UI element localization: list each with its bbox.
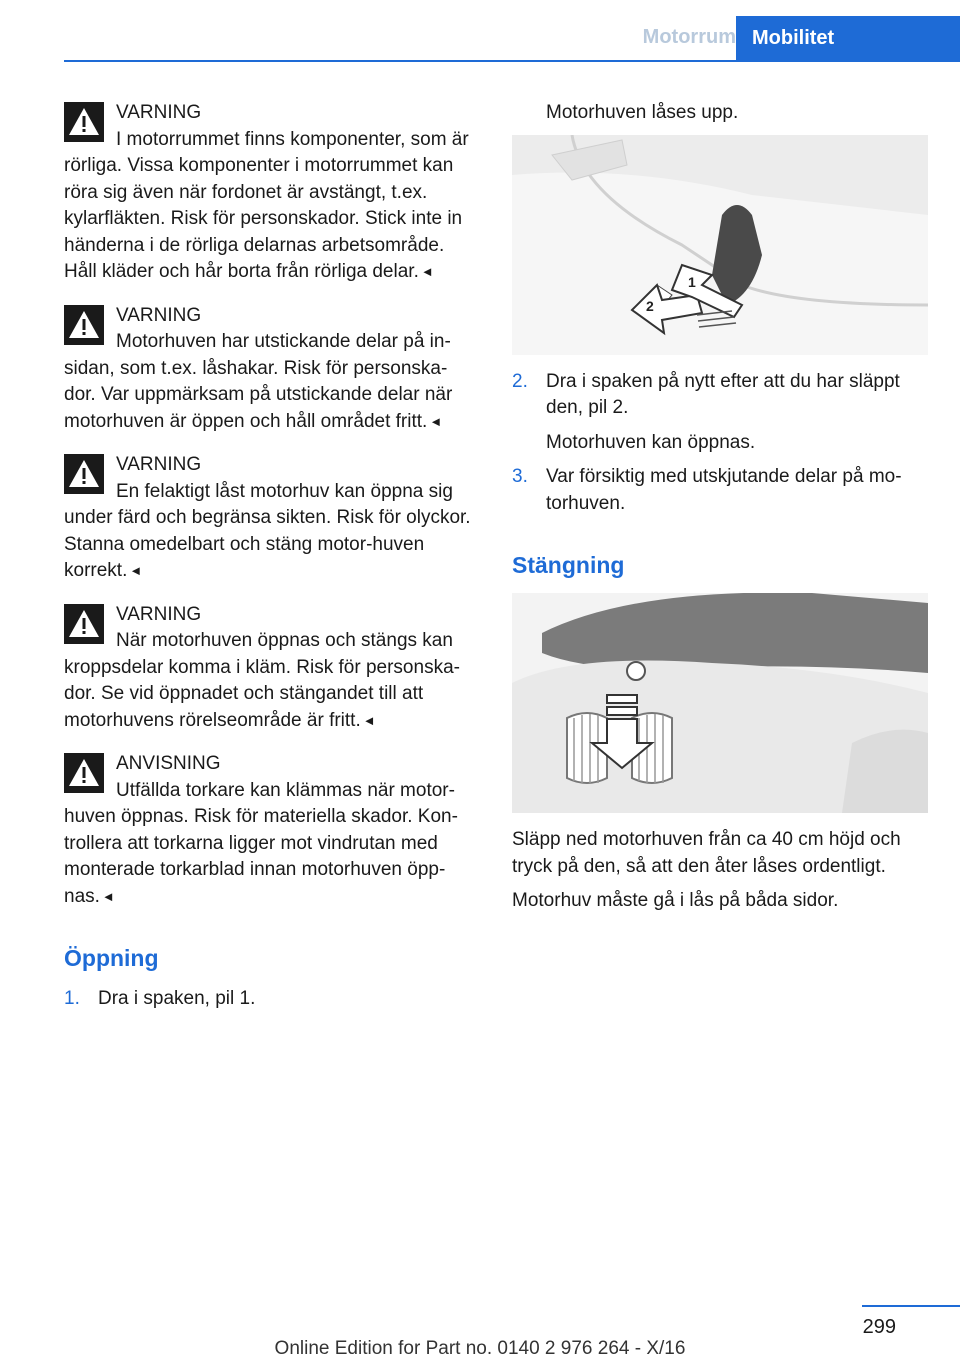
arrow-label-2: 2 (646, 297, 654, 314)
notice-text: Utfällda torkare kan klämmas när motor‐huven öppnas. Risk för materiella skador. Kon‐trollera att torkarna ligger mot vindrutan med monterade torkarblad innan motorhuven öpp‐nas. (64, 779, 458, 907)
warning-text: Motorhuven har utstickande delar på in‐sidan, som t.ex. låshakar. Risk för personska‐dor. Var uppmärksam på utstickande delar när motorhuven är öppen och håll området fritt. (64, 331, 453, 432)
step-item (512, 464, 928, 517)
page-header (64, 0, 960, 62)
header-rule (64, 60, 960, 62)
warning-block (64, 303, 478, 436)
opening-steps-continued (512, 369, 928, 422)
notice-block (64, 751, 478, 910)
end-mark: ◄ (101, 888, 115, 904)
warning-title: VARNING (116, 603, 202, 625)
end-mark: ◄ (420, 264, 434, 279)
right-column (512, 100, 928, 923)
step-number: 1. (64, 988, 80, 1009)
step-result: Motorhuven låses upp. (546, 102, 739, 123)
arrow-label-1: 1 (688, 273, 696, 290)
step-text: Dra i spaken på nytt efter att du har släppt den, pil 2. (546, 370, 900, 418)
warning-triangle-icon (64, 305, 104, 345)
footer-edition: Online Edition for Part no. 0140 2 976 264 - X/16 (274, 1338, 686, 1359)
warning-triangle-icon (64, 753, 104, 793)
warning-text: När motorhuven öppnas och stängs kan kroppsdelar komma i kläm. Risk för personska‐dor. Se vid öppnadet och stängandet till att motorhuvens rörelseområde är fritt. (64, 630, 460, 731)
end-mark: ◄ (429, 413, 443, 429)
warning-block (64, 602, 478, 735)
step-number: 2. (512, 370, 528, 392)
step-text: Dra i spaken, pil 1. (98, 988, 256, 1009)
warning-title: VARNING (116, 454, 202, 475)
closing-paragraph: Motorhuv måste gå i lås på båda sidor. (512, 890, 839, 911)
chapter-tab[interactable]: Mobilitet (736, 16, 960, 60)
warning-triangle-icon (64, 102, 104, 142)
footer-rule (862, 1305, 960, 1307)
page-number: 299 (862, 1316, 896, 1338)
end-mark: ◄ (362, 712, 376, 728)
warning-triangle-icon (64, 604, 104, 644)
step-number: 3. (512, 466, 528, 487)
warning-title: VARNING (116, 102, 202, 123)
closing-paragraph: Släpp ned motorhuven från ca 40 cm höjd och tryck på den, så att den åter låses ordentligt. (512, 829, 901, 877)
step-text: Var försiktig med utskjutande delar på mo‐torhuven. (546, 466, 902, 514)
step-result: Motorhuven kan öppnas. (546, 431, 756, 453)
hood-release-lever-figure (512, 135, 928, 355)
opening-steps (64, 986, 478, 1013)
step-item (512, 369, 928, 422)
section-tab[interactable]: Motorrum (642, 26, 736, 48)
left-column (64, 100, 478, 1021)
opening-steps-final (512, 464, 928, 517)
warning-text: I motorrummet finns komponenter, som är rörliga. Vissa komponenter i motorrummet kan röra sig även när fordonet är avstängt, t.ex. kylarfläkten. Risk för personskador. Stick inte in händerna i de rörliga delarnas arbetsområde. Håll kläder och hår borta från rörliga delar. (64, 128, 469, 282)
warning-triangle-icon (64, 454, 104, 494)
warning-title: VARNING (116, 304, 202, 326)
step-item (64, 986, 478, 1013)
hood-closing-figure (512, 593, 928, 813)
opening-heading: Öppning (64, 945, 159, 971)
notice-title: ANVISNING (116, 753, 221, 774)
end-mark: ◄ (129, 563, 143, 578)
closing-heading: Stängning (512, 552, 625, 578)
warning-block (64, 452, 478, 585)
warning-text: En felaktigt låst motorhuv kan öppna sig under färd och begränsa sikten. Risk för olyckor. Stanna omedelbart och stäng motor‐huven korrekt. (64, 480, 471, 581)
warning-block (64, 100, 478, 286)
